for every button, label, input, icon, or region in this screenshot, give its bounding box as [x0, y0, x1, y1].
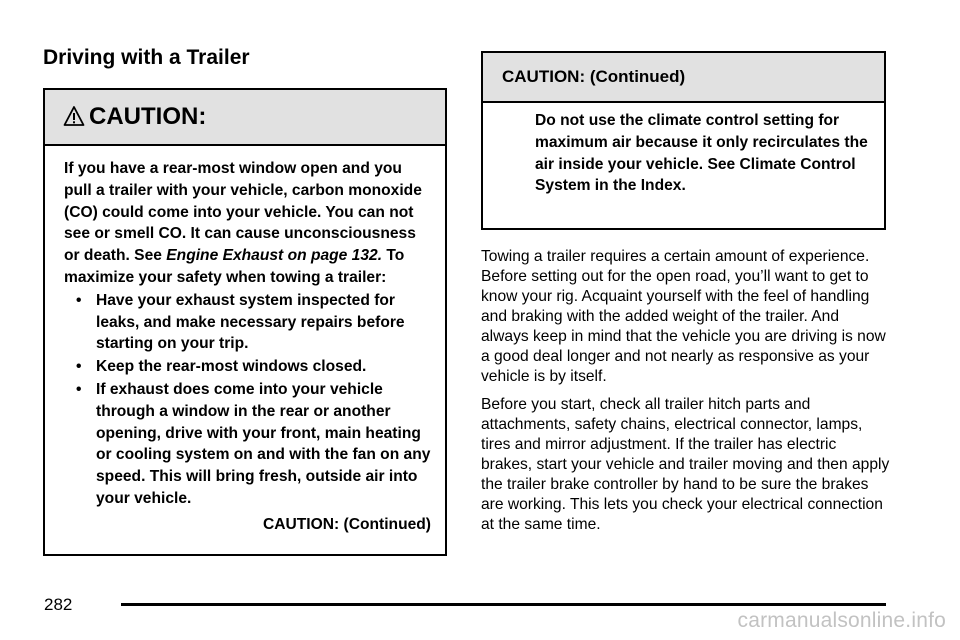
caution-box-continued: [481, 51, 886, 230]
caution-title-continued: CAUTION: (Continued): [502, 67, 686, 86]
page-reference: Engine Exhaust on page 132.: [166, 247, 383, 265]
caution-header-continued: [483, 53, 884, 103]
caution-intro: [64, 158, 431, 289]
bullet-item: • Have your exhaust system inspected for leaks, and make necessary repairs before starting on your trip.: [64, 290, 431, 355]
body-paragraph: Towing a trailer requires a certain amount of experience. Before setting out for the open road, you’ll want to get to know your rig. Acquaint yourself with the feel of handling and braking with the added weight of the trailer. And always keep in mind that the vehicle you are driving is now a good deal longer and not nearly as responsive as your vehicle is by itself.: [481, 248, 886, 385]
caution-intro-text: If you have a rear-most window open and you pull a trailer with your vehicle, carbon monoxide (CO) could come into your vehicle. You can not see or smell CO. It can cause unconsciousness or death. See: [64, 160, 422, 265]
footer-rule: [121, 603, 886, 606]
caution-body-continued: [483, 103, 884, 197]
watermark: carmanualsonline.info: [737, 609, 946, 632]
bullet-item: • Keep the rear-most windows closed.: [64, 356, 431, 378]
caution-header: [45, 90, 445, 146]
bullet-item: • If exhaust does come into your vehicle through a window in the rear or another opening, drive with your front, main heating or cooling system on and with the fan on any speed. This will bring fresh, outside air into your vehicle.: [64, 379, 431, 510]
section-title: Driving with a Trailer: [43, 46, 250, 69]
caution-continued-text: Do not use the climate control setting for maximum air because it only recirculates the air inside your vehicle. See Climate Control System in the Index.: [535, 112, 868, 195]
warning-triangle-icon: [63, 105, 85, 129]
body-paragraph: Before you start, check all trailer hitch parts and attachments, safety chains, electrical connector, lamps, tires and mirror adjustment. If the trailer has electric brakes, start your vehicle and trailer moving and then apply the trailer brake controller by hand to be sure the brakes are working. This lets you check your electrical connection at the same time.: [481, 396, 890, 533]
caution-box: [43, 88, 447, 556]
caution-body: [45, 146, 445, 536]
caution-title: CAUTION:: [89, 103, 207, 130]
body-text: [481, 247, 891, 543]
caution-bullet-list: [64, 290, 431, 510]
caution-continued-label: CAUTION: (Continued): [262, 515, 431, 533]
caution-intro-text-end: To maximize your safety when towing a trailer:: [64, 247, 405, 286]
page-number: 282: [44, 595, 73, 614]
